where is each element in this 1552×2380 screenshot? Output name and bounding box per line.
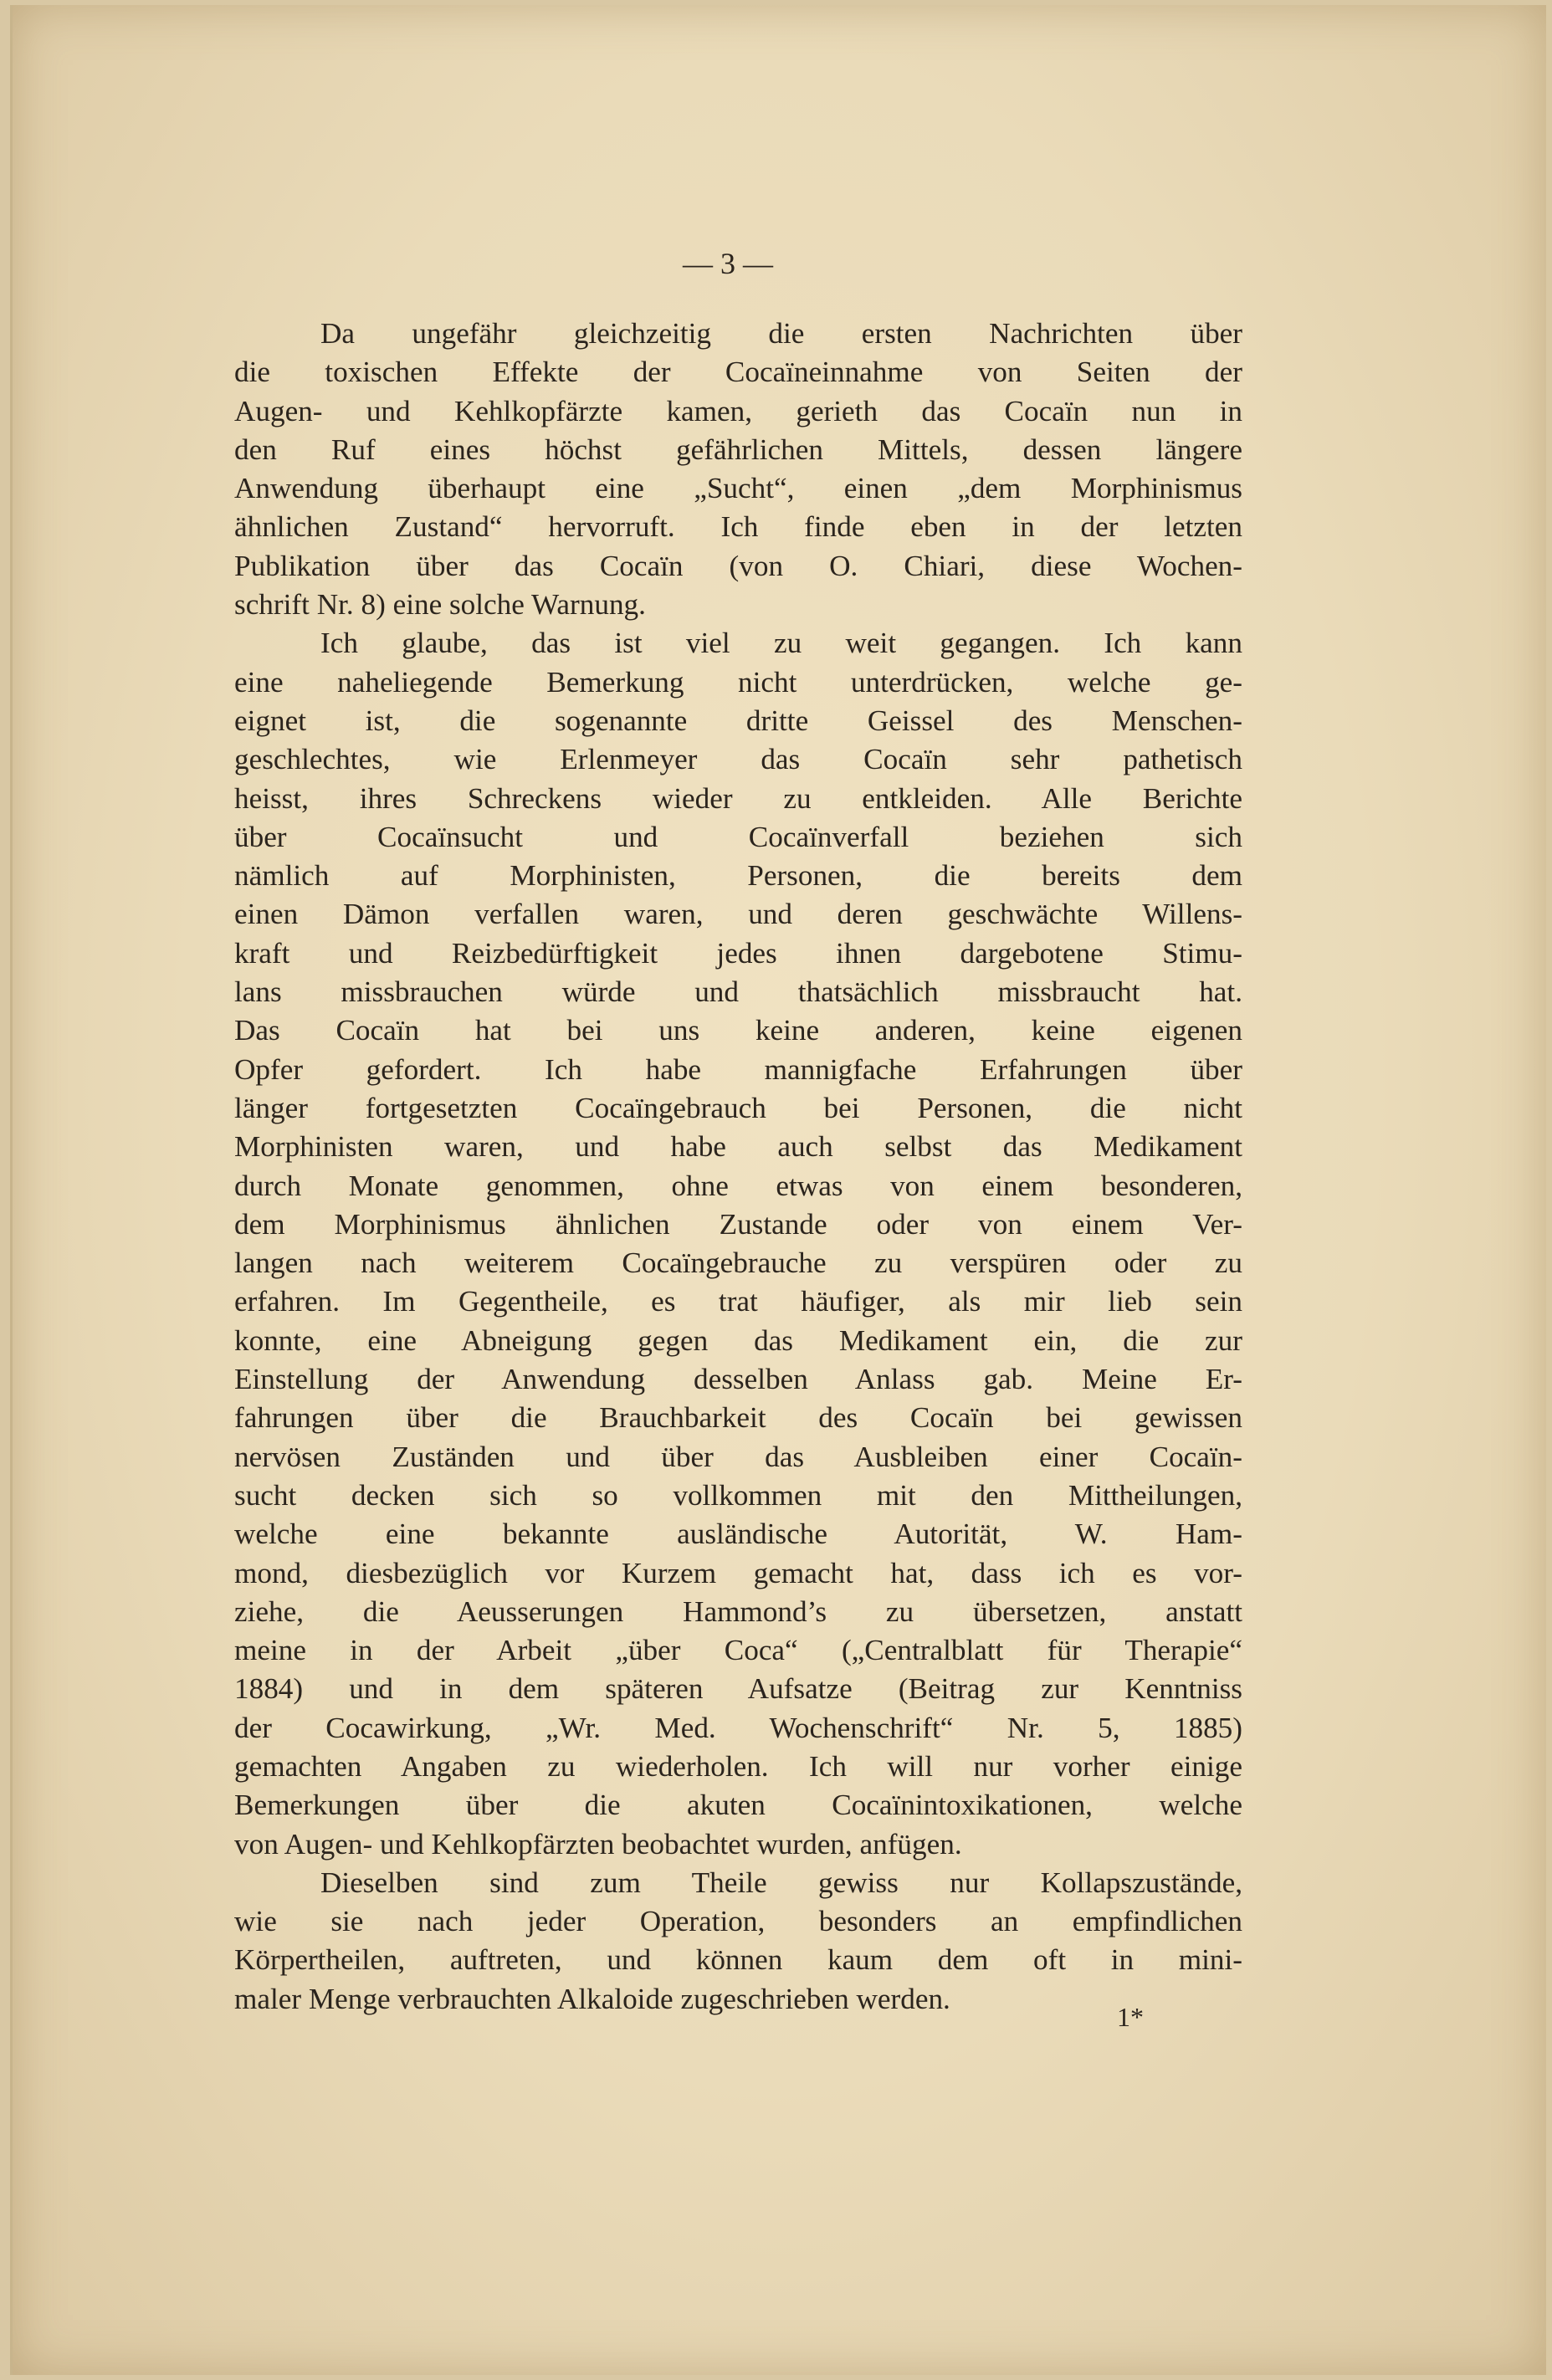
text-line: 1884) und in dem späteren Aufsatze (Beitrag zur Kenntniss: [234, 1672, 1242, 1706]
text-line: dem Morphinismus ähnlichen Zustande oder von einem Ver-: [234, 1207, 1242, 1241]
text-line: eignet ist, die sogenannte dritte Geissel des Menschen-: [234, 704, 1242, 737]
text-line: Publikation über das Cocaïn (von O. Chiari, diese Wochen-: [234, 549, 1242, 582]
text-line: sucht decken sich so vollkommen mit den Mittheilungen,: [234, 1478, 1242, 1512]
text-line: Opfer gefordert. Ich habe mannigfache Erfahrungen über: [234, 1052, 1242, 1086]
page-number: — 3 —: [683, 247, 773, 280]
text-line: einen Dämon verfallen waren, und deren geschwächte Willens-: [234, 898, 1242, 931]
text-line: Körpertheilen, auftreten, und können kaum dem oft in mini-: [234, 1943, 1242, 1977]
body-text: [234, 315, 1242, 2019]
text-line: mond, diesbezüglich vor Kurzem gemacht hat, dass ich es vor-: [234, 1556, 1242, 1589]
text-line: Anwendung überhaupt eine „Sucht“, einen „dem Morphinismus: [234, 472, 1242, 505]
text-line: die toxischen Effekte der Cocaïneinnahme von Seiten der: [234, 356, 1242, 389]
text-line: lans missbrauchen würde und thatsächlich missbraucht hat.: [234, 975, 1242, 1009]
text-line: von Augen- und Kehlkopfärzten beobachtet wurden, anfügen.: [234, 1827, 962, 1860]
text-line: geschlechtes, wie Erlenmeyer das Cocaïn sehr pathetisch: [234, 743, 1242, 776]
signature-mark: 1*: [1117, 2002, 1144, 2032]
text-line: den Ruf eines höchst gefährlichen Mittels, dessen längere: [234, 432, 1242, 466]
text-line: konnte, eine Abneigung gegen das Medikament ein, die zur: [234, 1323, 1242, 1357]
text-line: durch Monate genommen, ohne etwas von einem besonderen,: [234, 1169, 1242, 1202]
text-line: über Cocaïnsucht und Cocaïnverfall beziehen sich: [234, 820, 1242, 853]
text-line: heisst, ihres Schreckens wieder zu entkleiden. Alle Berichte: [234, 781, 1242, 815]
text-line: der Cocawirkung, „Wr. Med. Wochenschrift“ Nr. 5, 1885): [234, 1711, 1242, 1744]
paper-page: [10, 5, 1546, 2375]
text-line: Einstellung der Anwendung desselben Anlass gab. Meine Er-: [234, 1363, 1242, 1396]
text-line: erfahren. Im Gegentheile, es trat häufiger, als mir lieb sein: [234, 1285, 1242, 1318]
text-line: kraft und Reizbedürftigkeit jedes ihnen dargebotene Stimu-: [234, 936, 1242, 970]
text-line: ähnlichen Zustand“ hervorruft. Ich finde eben in der letzten: [234, 510, 1242, 544]
text-line: welche eine bekannte ausländische Autorität, W. Ham-: [234, 1518, 1242, 1551]
text-line: Da ungefähr gleichzeitig die ersten Nachrichten über: [320, 317, 1242, 350]
text-line: länger fortgesetzten Cocaïngebrauch bei Personen, die nicht: [234, 1091, 1242, 1124]
text-line: eine naheliegende Bemerkung nicht unterdrücken, welche ge-: [234, 665, 1242, 699]
text-line: schrift Nr. 8) eine solche Warnung.: [234, 588, 646, 622]
text-line: fahrungen über die Brauchbarkeit des Cocaïn bei gewissen: [234, 1401, 1242, 1435]
text-line: Augen- und Kehlkopfärzte kamen, gerieth das Cocaïn nun in: [234, 394, 1242, 427]
text-line: nämlich auf Morphinisten, Personen, die bereits dem: [234, 859, 1242, 893]
text-line: langen nach weiterem Cocaïngebrauche zu verspüren oder zu: [234, 1246, 1242, 1280]
text-line: gemachten Angaben zu wiederholen. Ich will nur vorher einige: [234, 1749, 1242, 1783]
text-line: Bemerkungen über die akuten Cocaïnintoxikationen, welche: [234, 1789, 1242, 1822]
text-line: meine in der Arbeit „über Coca“ („Centralblatt für Therapie“: [234, 1634, 1242, 1667]
text-line: wie sie nach jeder Operation, besonders an empfindlichen: [234, 1905, 1242, 1938]
text-line: Ich glaube, das ist viel zu weit gegangen. Ich kann: [320, 627, 1242, 660]
text-line: ziehe, die Aeusserungen Hammond’s zu übersetzen, anstatt: [234, 1594, 1242, 1628]
text-line: maler Menge verbrauchten Alkaloide zugeschrieben werden.: [234, 1982, 950, 2015]
text-line: Morphinisten waren, und habe auch selbst das Medikament: [234, 1130, 1242, 1164]
text-line: Dieselben sind zum Theile gewiss nur Kollapszustände,: [320, 1866, 1242, 1899]
text-line: nervösen Zuständen und über das Ausbleiben einer Cocaïn-: [234, 1440, 1242, 1473]
text-line: Das Cocaïn hat bei uns keine anderen, keine eigenen: [234, 1014, 1242, 1047]
